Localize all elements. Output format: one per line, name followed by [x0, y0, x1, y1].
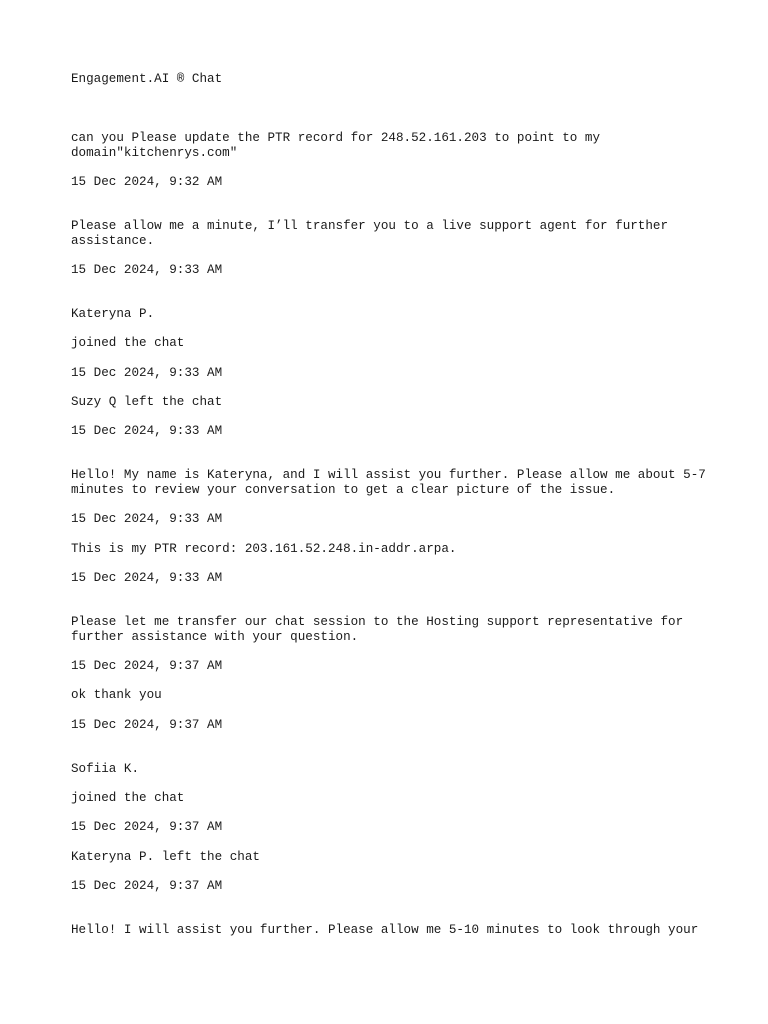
system-event-text: Suzy Q left the chat: [71, 395, 223, 409]
system-event-text: joined the chat: [71, 791, 185, 805]
message-timestamp: 15 Dec 2024, 9:33 AM: [71, 366, 223, 380]
agent-name: Kateryna P.: [71, 307, 155, 321]
message-timestamp: 15 Dec 2024, 9:37 AM: [71, 879, 223, 893]
message-text: This is my PTR record: 203.161.52.248.in-addr.arpa.: [71, 542, 457, 556]
message-text: Please allow me a minute, I’ll transfer you to a live support agent for further assistance.: [71, 219, 676, 248]
message-timestamp: 15 Dec 2024, 9:32 AM: [71, 175, 223, 189]
chat-transcript-page: [71, 0, 714, 1024]
message-timestamp: 15 Dec 2024, 9:37 AM: [71, 659, 223, 673]
message-text: can you Please update the PTR record for 248.52.161.203 to point to my domain"kitchenrys.com": [71, 131, 608, 160]
message-text: Hello! My name is Kateryna, and I will assist you further. Please allow me about 5-7 minutes to review your conversation to get a clear picture of the issue.: [71, 468, 714, 497]
system-event-text: Kateryna P. left the chat: [71, 850, 260, 864]
message-timestamp: 15 Dec 2024, 9:33 AM: [71, 424, 223, 438]
message-timestamp: 15 Dec 2024, 9:33 AM: [71, 263, 223, 277]
message-timestamp: 15 Dec 2024, 9:37 AM: [71, 718, 223, 732]
message-text: Hello! I will assist you further. Please allow me 5-10 minutes to look through your: [71, 923, 699, 937]
message-timestamp: 15 Dec 2024, 9:33 AM: [71, 512, 223, 526]
message-text: ok thank you: [71, 688, 162, 702]
message-timestamp: 15 Dec 2024, 9:33 AM: [71, 571, 223, 585]
message-timestamp: 15 Dec 2024, 9:37 AM: [71, 820, 223, 834]
system-event-text: joined the chat: [71, 336, 185, 350]
message-text: Please let me transfer our chat session to the Hosting support representative for further assistance with your question.: [71, 615, 691, 644]
page-title: Engagement.AI ® Chat: [71, 72, 223, 86]
agent-name: Sofiia K.: [71, 762, 140, 776]
